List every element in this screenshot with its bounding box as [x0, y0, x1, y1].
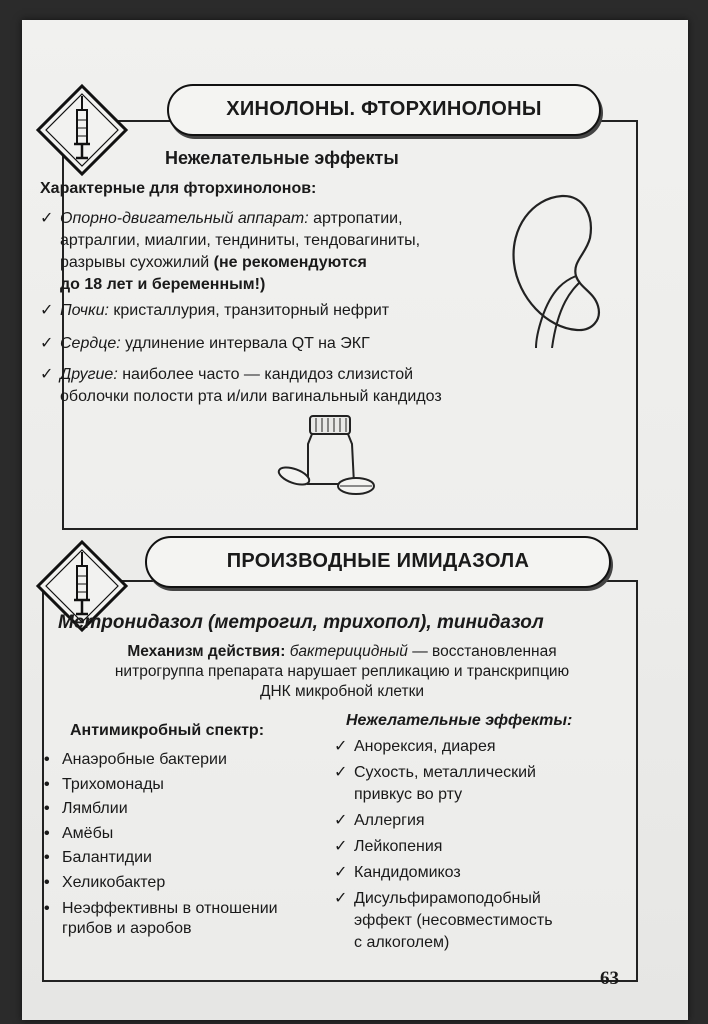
spectrum-item: Трихомонады	[62, 775, 164, 793]
check-icon: ✓	[334, 764, 348, 781]
list-item	[44, 748, 278, 773]
adverse-item: Анорексия, диарея	[354, 738, 496, 755]
item-text: наиболее часто — кандидоз слизистой	[122, 366, 414, 383]
bullet-icon: •	[44, 900, 50, 917]
spectrum-item: Балантидии	[62, 849, 152, 866]
list-item	[334, 836, 553, 858]
spectrum-item: Лямблии	[62, 800, 128, 817]
mechanism-text-line2: нитрогруппа препарата нарушает репликацию и транскрипцию	[114, 663, 570, 680]
item-label: Другие:	[60, 366, 118, 383]
check-icon: ✓	[40, 335, 54, 352]
list-item	[44, 846, 278, 871]
item-text: артропатии,	[313, 210, 403, 227]
spectrum-item: Амёбы	[62, 824, 114, 842]
list-item	[334, 762, 553, 806]
spectrum-item-line2: грибов и аэробов	[62, 920, 192, 937]
check-icon: ✓	[334, 890, 348, 907]
list-item	[44, 822, 278, 847]
item-text-line2: артралгии, миалгии, тендиниты, тендовагиниты,	[60, 232, 421, 249]
book-page	[22, 20, 688, 1020]
bullet-icon: •	[44, 751, 50, 768]
bullet-icon: •	[44, 775, 50, 793]
fq-intro: Характерные для фторхинолонов:	[40, 180, 317, 197]
adverse-effects-heading: Нежелательные эффекты	[165, 148, 399, 168]
fq-item-other	[40, 364, 442, 408]
mechanism-text-line3: ДНК микробной клетки	[259, 683, 425, 700]
section-imidazole-title	[145, 536, 611, 588]
spectrum-item: Анаэробные бактерии	[62, 751, 227, 768]
mechanism-text-line1: — восстановленная	[412, 643, 557, 660]
spectrum-item: Неэффективны в отношении	[62, 900, 278, 917]
list-item	[44, 871, 278, 896]
item-label: Опорно-двигательный аппарат:	[60, 210, 309, 227]
spectrum-item: Хеликобактер	[62, 873, 166, 891]
adverse-item: Аллергия	[354, 812, 425, 829]
bullet-icon: •	[44, 824, 50, 842]
check-icon: ✓	[40, 366, 54, 383]
adverse-item: Сухость, металлический	[354, 764, 536, 781]
list-item	[334, 736, 553, 758]
bullet-icon: •	[44, 849, 50, 866]
syringe-diamond-icon	[34, 82, 130, 178]
check-icon: ✓	[40, 302, 54, 319]
bullet-icon: •	[44, 800, 50, 817]
mechanism-label: Механизм действия	[127, 643, 281, 660]
page-number: 63	[600, 968, 619, 989]
item-label: Сердце:	[60, 335, 121, 352]
item-warning-line2: до 18 лет и беременным!)	[60, 276, 266, 293]
mechanism-type: бактерицидный	[289, 643, 408, 660]
adverse-item-line3: с алкоголем)	[354, 934, 450, 951]
list-item	[44, 899, 278, 939]
mechanism-block	[62, 642, 622, 702]
item-text: кристаллурия, транзиторный нефрит	[113, 302, 390, 319]
adverse-item: Лейкопения	[354, 838, 443, 855]
section-quinolones-title-text: ХИНОЛОНЫ. ФТОРХИНОЛОНЫ	[226, 98, 542, 120]
list-item	[334, 862, 553, 884]
pill-bottle-icon	[272, 412, 382, 498]
list-item	[44, 797, 278, 822]
kidney-icon	[492, 188, 622, 348]
item-text: удлинение интервала QT на ЭКГ	[125, 335, 370, 352]
check-icon: ✓	[334, 838, 348, 855]
check-icon: ✓	[334, 738, 348, 755]
item-text-line3: разрывы сухожилий	[60, 254, 214, 271]
adverse-heading: Нежелательные эффекты:	[346, 712, 573, 729]
adverse-item: Кандидомикоз	[354, 864, 461, 881]
list-item	[334, 888, 553, 954]
drug-names: Метронидазол (метрогил, трихопол), тинидазол	[58, 612, 544, 633]
section-imidazole-title-text: ПРОИЗВОДНЫЕ ИМИДАЗОЛА	[226, 550, 530, 572]
item-label: Почки:	[60, 302, 109, 319]
mechanism-colon: :	[280, 643, 286, 660]
section-quinolones-title	[167, 84, 601, 136]
fq-item-kidneys	[40, 300, 389, 320]
fq-item-musculoskeletal	[40, 208, 420, 296]
list-item	[334, 810, 553, 832]
adverse-list	[334, 736, 553, 954]
spectrum-heading: Антимикробный спектр:	[70, 722, 265, 739]
check-icon: ✓	[334, 812, 348, 829]
adverse-item: Дисульфирамоподобный	[354, 890, 541, 907]
bullet-icon: •	[44, 873, 50, 891]
fq-item-heart	[40, 333, 370, 353]
check-icon: ✓	[40, 210, 54, 227]
spectrum-list	[44, 748, 278, 939]
item-text-line2: оболочки полости рта и/или вагинальный кандидоз	[60, 388, 442, 405]
item-warning: (не рекомендуются	[213, 254, 367, 271]
check-icon: ✓	[334, 864, 348, 881]
list-item	[44, 773, 278, 798]
adverse-item-line2: привкус во рту	[354, 786, 463, 803]
adverse-item-line2: эффект (несовместимость	[354, 912, 553, 929]
